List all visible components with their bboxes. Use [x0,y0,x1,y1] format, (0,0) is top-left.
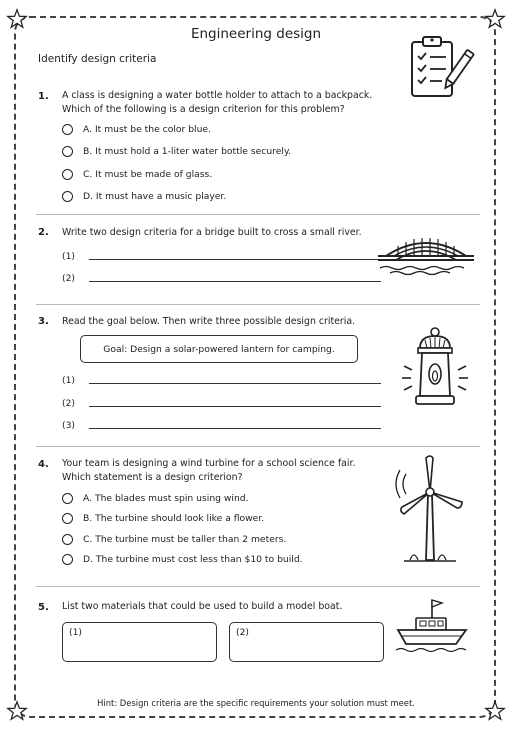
hint-text: Hint: Design criteria are the specific requirements your solution must meet. [97,698,415,708]
question-1-number: 1. [38,91,49,102]
radio-button[interactable] [62,124,73,135]
wind-turbine-icon [390,452,470,568]
section-divider [36,586,480,587]
question-4-text: Your team is designing a wind turbine for a school science fair. Which statement is a design criterion? [62,458,356,483]
section-divider [36,304,480,305]
question-1-option-a[interactable]: A. It must be the color blue. [62,124,211,135]
answer-line-1[interactable]: (1) [62,251,381,262]
radio-button[interactable] [62,534,73,545]
question-5-number: 5. [38,602,49,613]
question-5-text: List two materials that could be used to build a model boat. [62,601,343,612]
radio-button[interactable] [62,191,73,202]
clipboard-checklist-icon [408,34,470,100]
question-3-text: Read the goal below. Then write three possible design criteria. [62,316,356,327]
page-subtitle: Identify design criteria [38,53,157,65]
question-2-number: 2. [38,227,49,238]
answer-line-2[interactable]: (2) [62,398,381,409]
question-3-number: 3. [38,316,49,327]
question-4-option-c[interactable]: C. The turbine must be taller than 2 meters. [62,534,286,545]
answer-line-3[interactable]: (3) [62,420,381,431]
question-1-text: A class is designing a water bottle holder to attach to a backpack. Which of the following is a design criterion for this problem? [62,90,373,115]
boat-icon [392,596,472,656]
section-divider [36,446,480,447]
page-title: Engineering design [190,26,322,42]
radio-button[interactable] [62,513,73,524]
question-1-option-d[interactable]: D. It must have a music player. [62,191,226,202]
radio-button[interactable] [62,493,73,504]
question-2-text: Write two design criteria for a bridge built to cross a small river. [62,227,362,238]
answer-line-2[interactable]: (2) [62,273,381,284]
question-4-number: 4. [38,459,49,470]
bridge-icon [376,234,476,276]
radio-button[interactable] [62,554,73,565]
answer-box-2[interactable]: (2) [229,622,384,662]
radio-button[interactable] [62,169,73,180]
question-4-option-d[interactable]: D. The turbine must cost less than $10 to build. [62,554,303,565]
answer-box-1[interactable]: (1) [62,622,217,662]
goal-box: Goal: Design a solar-powered lantern for camping. [80,335,358,363]
question-4-option-a[interactable]: A. The blades must spin using wind. [62,493,249,504]
radio-button[interactable] [62,146,73,157]
question-1-option-c[interactable]: C. It must be made of glass. [62,169,212,180]
section-divider [36,214,480,215]
question-1-option-b[interactable]: B. It must hold a 1-liter water bottle securely. [62,146,291,157]
answer-line-1[interactable]: (1) [62,375,381,386]
lantern-icon [400,326,470,416]
question-4-option-b[interactable]: B. The turbine should look like a flower. [62,513,264,524]
